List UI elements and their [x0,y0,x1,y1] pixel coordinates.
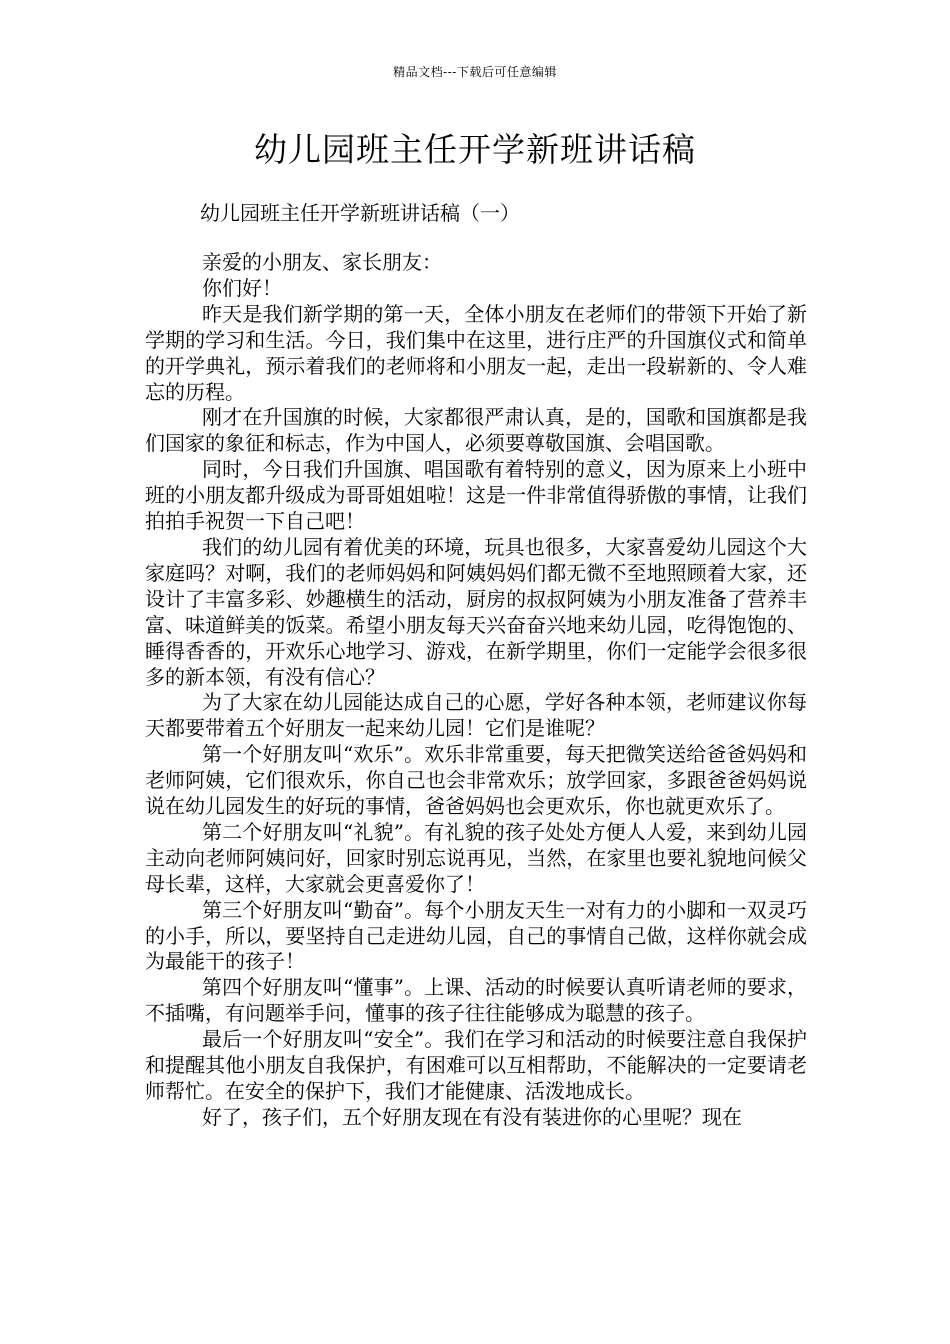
paragraph: 昨天是我们新学期的第一天，全体小朋友在老师们的带领下开始了新学期的学习和生活。今日，我们集中在这里，进行庄严的升国旗仪式和简单的开学典礼，预示着我们的老师将和小朋友一起，走出一段崭新的、令人难忘的历程。 [145,301,807,404]
document-body [145,250,807,1131]
paragraph: 同时，今日我们升国旗、唱国歌有着特别的意义，因为原来上小班中班的小朋友都升级成为哥哥姐姐啦！这是一件非常值得骄傲的事情，让我们拍拍手祝贺一下自己吧！ [145,457,807,534]
paragraph: 第一个好朋友叫“欢乐”。欢乐非常重要，每天把微笑送给爸爸妈妈和老师阿姨，它们很欢乐，你自己也会非常欢乐；放学回家，多跟爸爸妈妈说说在幼儿园发生的好玩的事情，爸爸妈妈也会更欢乐，你也就更欢乐了。 [145,742,807,819]
document-title: 幼儿园班主任开学新班讲话稿 [254,130,696,169]
page-header: 精品文档---下载后可任意编辑 [393,65,557,79]
paragraph-salutation: 亲爱的小朋友、家长朋友： [202,250,442,274]
paragraph: 刚才在升国旗的时候，大家都很严肃认真，是的，国歌和国旗都是我们国家的象征和标志，作为中国人，必须要尊敬国旗、会唱国歌。 [145,405,807,456]
paragraph: 好了，孩子们，五个好朋友现在有没有装进你的心里呢？现在 [202,1104,742,1129]
paragraph: 第四个好朋友叫“懂事”。上课、活动的时候要认真听请老师的要求，不插嘴，有问题举手问，懂事的孩子往往能够成为聪慧的孩子。 [145,975,807,1026]
paragraph: 第三个好朋友叫“勤奋”。每个小朋友天生一对有力的小脚和一双灵巧的小手，所以，要坚持自己走进幼儿园，自己的事情自己做，这样你就会成为最能干的孩子！ [145,897,807,974]
paragraph-greeting: 你们好！ [202,275,282,300]
paragraph: 第二个好朋友叫“礼貌”。有礼貌的孩子处处方便人人爱，来到幼儿园主动向老师阿姨问好，回家时别忘说再见，当然，在家里也要礼貌地问候父母长辈，这样，大家就会更喜爱你了！ [145,819,807,896]
paragraph: 为了大家在幼儿园能达成自己的心愿，学好各种本领，老师建议你每天都要带着五个好朋友一起来幼儿园！它们是谁呢？ [145,690,807,741]
paragraph: 我们的幼儿园有着优美的环境，玩具也很多，大家喜爱幼儿园这个大家庭吗？对啊，我们的老师妈妈和阿姨妈妈们都无微不至地照顾着大家，还设计了丰富多彩、妙趣横生的活动，厨房的叔叔阿姨为小朋友准备了营养丰富、味道鲜美的饭菜。希望小朋友每天兴奋奋兴地来幼儿园，吃得饱饱的、睡得香香的，开欢乐心地学习、游戏，在新学期里，你们一定能学会很多很多的新本领，有没有信心？ [145,534,807,689]
paragraph: 最后一个好朋友叫“安全”。我们在学习和活动的时候要注意自我保护和提醒其他小朋友自我保护，有困难可以互相帮助，不能解决的一定要请老师帮忙。在安全的保护下，我们才能健康、活泼地成长。 [145,1027,807,1103]
document-subtitle: 幼儿园班主任开学新班讲话稿（一） [200,201,520,225]
